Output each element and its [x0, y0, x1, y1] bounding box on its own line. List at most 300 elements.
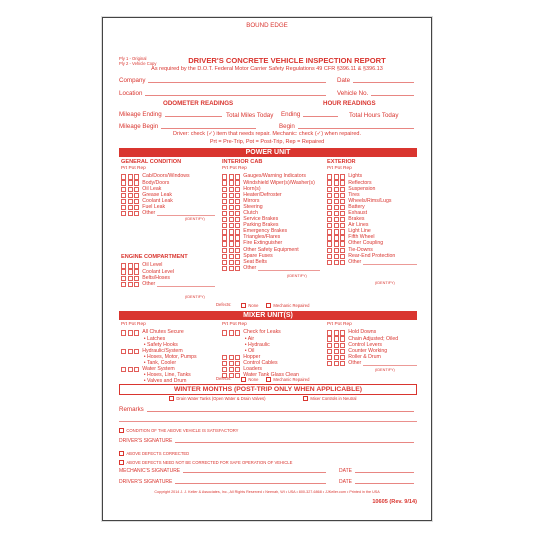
checkbox[interactable] [340, 223, 345, 228]
checkbox[interactable] [134, 282, 139, 287]
begin-field[interactable]: Begin [279, 123, 417, 130]
checkbox[interactable] [340, 260, 345, 265]
defects-label: Defects: [216, 302, 232, 307]
checklist-item-label: Parking Brakes [243, 222, 279, 229]
checkbox[interactable] [340, 229, 345, 234]
checkbox[interactable] [235, 174, 240, 179]
checkbox[interactable] [121, 187, 126, 192]
defects-none-option[interactable]: None [241, 377, 258, 382]
checkbox[interactable] [235, 223, 240, 228]
remarks-line [119, 421, 417, 422]
checkbox[interactable] [235, 193, 240, 198]
checkbox[interactable] [327, 235, 332, 240]
checkbox[interactable] [222, 174, 227, 179]
checklist-item-label: Fuel Leak [142, 203, 166, 210]
checkbox[interactable] [128, 330, 133, 335]
other-fill-line[interactable] [157, 282, 215, 287]
checkbox[interactable] [229, 229, 234, 234]
checkbox[interactable] [235, 330, 240, 335]
condition-satisfactory-option[interactable]: CONDITION OF THE ABOVE VEHICLE IS SATISFACTORY [119, 428, 238, 433]
mileage-ending-field[interactable]: Mileage Ending [119, 111, 225, 118]
checkbox[interactable] [229, 260, 234, 265]
engine-compartment-list [121, 263, 215, 287]
ending-field[interactable]: Ending [281, 111, 341, 118]
checkbox[interactable] [340, 217, 345, 222]
general-condition-heading: GENERAL CONDITION [121, 159, 182, 165]
checkbox[interactable] [327, 336, 332, 341]
checkbox[interactable] [235, 205, 240, 210]
instructions-line-1: Driver: check (✓) item that needs repair. Mechanic: check (✓) when repaired. [172, 131, 362, 137]
checkbox[interactable] [128, 269, 133, 274]
checkbox[interactable] [327, 248, 332, 253]
checklist-item[interactable] [222, 180, 320, 186]
identify-note: (IDENTIFY) [375, 368, 395, 372]
checkbox[interactable] [235, 373, 240, 378]
checklist-item-label: Counter Working [348, 347, 388, 354]
checkbox[interactable] [229, 235, 234, 240]
exterior-heading: EXTERIOR [327, 159, 356, 165]
above-defects-corrected-option[interactable]: ABOVE DEFECTS CORRECTED [119, 451, 189, 456]
checkbox[interactable] [327, 241, 332, 246]
checkbox[interactable] [334, 343, 339, 348]
checkbox[interactable] [222, 266, 227, 271]
copy-label-2: Ply 2 - Vehicle Copy [119, 61, 157, 66]
engine-compartment-heading: ENGINE COMPARTMENT [121, 254, 188, 260]
checkbox[interactable] [235, 217, 240, 222]
checkbox[interactable] [128, 199, 133, 204]
checkbox[interactable] [121, 269, 126, 274]
mechanic-signature-field[interactable]: MECHANIC'S SIGNATURE [119, 468, 329, 474]
checkbox[interactable] [134, 367, 139, 372]
checkbox[interactable] [334, 211, 339, 216]
checklist-item-label: Rear-End Protection [348, 252, 396, 259]
checkbox[interactable] [222, 211, 227, 216]
checklist-item[interactable] [121, 211, 215, 217]
checkbox[interactable] [222, 367, 227, 372]
checkbox[interactable] [334, 199, 339, 204]
checklist-item-label: Grease Leak [142, 191, 172, 198]
checkbox[interactable] [128, 174, 133, 179]
checkbox[interactable] [327, 187, 332, 192]
checklist-item-label: • Hydraulic [244, 341, 270, 348]
checklist-item-label: Gauges/Warning Indicators [243, 173, 306, 180]
prt-pot-rep-header: Prt Pot Rep [121, 322, 146, 327]
checklist-item[interactable] [327, 259, 417, 265]
checkbox[interactable] [334, 187, 339, 192]
checkbox[interactable] [121, 180, 126, 185]
checkbox[interactable] [327, 260, 332, 265]
checkbox[interactable] [340, 187, 345, 192]
mixer-list-2 [222, 330, 320, 379]
checkbox[interactable] [222, 223, 227, 228]
checklist-item-label: • Latches [143, 335, 166, 342]
checkbox[interactable] [334, 217, 339, 222]
company-field[interactable]: Company [119, 77, 329, 84]
checkbox[interactable] [334, 205, 339, 210]
checkbox[interactable] [229, 193, 234, 198]
checkbox[interactable] [340, 248, 345, 253]
checkbox[interactable] [128, 367, 133, 372]
checkbox[interactable] [235, 241, 240, 246]
checkbox[interactable] [340, 235, 345, 240]
checkbox[interactable] [340, 241, 345, 246]
checkbox[interactable] [334, 254, 339, 259]
identify-note: (IDENTIFY) [185, 217, 205, 221]
checkbox[interactable] [327, 361, 332, 366]
checkbox[interactable] [235, 187, 240, 192]
checkbox[interactable] [222, 193, 227, 198]
exterior-list [327, 174, 417, 265]
checkbox[interactable] [229, 174, 234, 179]
checklist-item-label: Water System [142, 366, 175, 372]
checkbox[interactable] [229, 361, 234, 366]
checklist-item-label: • Hoses, Motor, Pumps [143, 353, 197, 360]
checkbox[interactable] [222, 217, 227, 222]
checklist-item-label: Hydraulic/System [142, 347, 183, 354]
checkbox[interactable] [128, 193, 133, 198]
driver-signature-field-2[interactable]: DRIVER'S SIGNATURE [119, 479, 329, 485]
checklist-item-label: Cab/Doors/Windows [142, 173, 190, 180]
checklist-item-label: Tires [348, 191, 360, 198]
identify-note: (IDENTIFY) [375, 281, 395, 285]
checklist-item-label: Reflectors [348, 179, 372, 186]
checklist-item-label: Tie-Downs [348, 246, 373, 253]
bound-edge-label: BOUND EDGE [246, 22, 288, 29]
checklist-item-label: • Air [244, 335, 255, 342]
checkbox[interactable] [334, 193, 339, 198]
checkbox[interactable] [222, 254, 227, 259]
drain-water-tanks-option[interactable]: Drain Water Tanks (Open Water & Drain Valves) [169, 396, 266, 401]
total-hours-today-label: Total Hours Today [349, 112, 399, 119]
checkbox[interactable] [134, 211, 139, 216]
checklist-item-label: Body/Doors [142, 179, 170, 186]
other-fill-line[interactable] [258, 266, 320, 271]
checkbox[interactable] [340, 199, 345, 204]
checkbox[interactable] [334, 330, 339, 335]
checklist-item-label: Coolant Level [142, 268, 175, 275]
checkbox[interactable] [128, 205, 133, 210]
checkbox[interactable] [340, 343, 345, 348]
winter-months-bar: WINTER MONTHS (POST-TRIP ONLY WHEN APPLICABLE) [119, 384, 417, 395]
odometer-readings-heading: ODOMETER READINGS [163, 100, 234, 107]
checklist-item-label: Loaders [243, 366, 263, 372]
checklist-item-label: All Chutes Secure [142, 329, 184, 336]
interior-cab-list [222, 174, 320, 272]
mechanic-repaired-option[interactable]: Mechanic Repaired [266, 377, 309, 382]
checkbox[interactable] [327, 330, 332, 335]
other-fill-line[interactable] [363, 260, 417, 265]
copyright-text: Copyright 2014 J. J. Keller & Associates, Inc., All Rights Reserved • Neenah, WI • USA • 800-327-6868 • JJKeller.com • Printed in the USA [154, 490, 380, 494]
checklist-item-label: Emergency Brakes [243, 228, 288, 235]
total-miles-today-label: Total Miles Today [226, 112, 274, 119]
checkbox[interactable] [327, 193, 332, 198]
checkbox[interactable] [134, 205, 139, 210]
checkbox[interactable] [134, 349, 139, 354]
checkbox[interactable] [235, 180, 240, 185]
checklist-item-label: Exhaust [348, 210, 368, 216]
checkbox[interactable] [235, 367, 240, 372]
checkbox[interactable] [128, 211, 133, 216]
checkbox[interactable] [340, 349, 345, 354]
prt-pot-rep-header: Prt Pot Rep [121, 166, 146, 171]
checkbox[interactable] [222, 361, 227, 366]
checklist-item-label: • Valves and Drum [143, 378, 187, 385]
checklist-item-label: Hold Downs [348, 329, 377, 336]
checkbox[interactable] [327, 217, 332, 222]
checkbox[interactable] [121, 276, 126, 281]
checkbox[interactable] [134, 174, 139, 179]
checkbox[interactable] [334, 241, 339, 246]
above-defects-not-corrected-option[interactable]: ABOVE DEFECTS NEED NOT BE CORRECTED FOR SAFE OPERATION OF VEHICLE [119, 460, 292, 465]
checkbox[interactable] [340, 330, 345, 335]
checkbox[interactable] [340, 174, 345, 179]
checkbox[interactable] [128, 180, 133, 185]
checkbox[interactable] [121, 349, 126, 354]
checkbox[interactable] [229, 367, 234, 372]
hour-readings-heading: HOUR READINGS [323, 100, 376, 107]
checkbox[interactable] [334, 223, 339, 228]
checklist-item-label: Horn(s) [243, 185, 261, 192]
checkbox[interactable] [134, 187, 139, 192]
checkbox[interactable] [327, 343, 332, 348]
other-fill-line[interactable] [363, 361, 417, 366]
checklist-item-label: Lights [348, 173, 363, 180]
checkbox[interactable] [222, 260, 227, 265]
checkbox[interactable] [334, 180, 339, 185]
checkbox[interactable] [229, 266, 234, 271]
checklist-item-label: Air Lines [348, 222, 369, 229]
prt-pot-rep-header: Prt Pot Rep [327, 166, 352, 171]
checkbox[interactable] [334, 229, 339, 234]
checklist-item-label: Other Safety Equipment [243, 246, 299, 253]
checkbox[interactable] [235, 361, 240, 366]
defects-label: Defects: [216, 376, 232, 381]
checkbox[interactable] [235, 266, 240, 271]
driver-signature-field[interactable]: DRIVER'S SIGNATURE [119, 438, 417, 444]
checklist-item-label: Water Tank Glass Clean [243, 372, 299, 379]
checkbox[interactable] [222, 205, 227, 210]
checkbox[interactable] [222, 241, 227, 246]
checkbox[interactable] [229, 241, 234, 246]
checkbox[interactable] [229, 330, 234, 335]
location-field[interactable]: Location [119, 90, 329, 97]
checklist-item-label: Heater/Defroster [243, 191, 282, 198]
checkbox[interactable] [340, 193, 345, 198]
prt-pot-rep-header: Prt Pot Rep [327, 322, 352, 327]
checkbox[interactable] [121, 367, 126, 372]
mixer-list-1 [121, 330, 217, 385]
instructions-line-2: Prt = Pre-Trip, Pot = Post-Trip, Rep = Repaired [209, 139, 325, 145]
checkbox[interactable] [222, 199, 227, 204]
checkbox[interactable] [327, 211, 332, 216]
checkbox[interactable] [121, 263, 126, 268]
checklist-item-label: Oil Leak [142, 185, 162, 192]
checklist-item-label: Check for Leaks [243, 329, 281, 336]
mileage-begin-field[interactable]: Mileage Begin [119, 123, 259, 130]
checkbox[interactable] [235, 235, 240, 240]
checkbox[interactable] [121, 205, 126, 210]
checkbox[interactable] [235, 260, 240, 265]
checklist-item-label: Spare Fuses [243, 252, 273, 259]
checklist-item-label: Seat Belts [243, 258, 267, 265]
checkbox[interactable] [134, 330, 139, 335]
checkbox[interactable] [235, 254, 240, 259]
checkbox[interactable] [128, 276, 133, 281]
checklist-item-label: Battery [348, 203, 365, 210]
prt-pot-rep-header: Prt Pot Rep [222, 322, 247, 327]
checkbox[interactable] [235, 248, 240, 253]
checkbox[interactable] [134, 193, 139, 198]
driver-date-field[interactable]: DATE [339, 479, 417, 485]
checklist-item-label: • Hoses, Line, Tanks [143, 372, 191, 379]
checklist-item[interactable] [327, 360, 417, 366]
inspection-form-sheet [102, 17, 432, 521]
checklist-item-label: Oil Level [142, 262, 163, 269]
checklist-item-label: Other [348, 359, 362, 366]
checkbox[interactable] [134, 180, 139, 185]
checklist-item-label: Fifth Wheel [348, 234, 375, 241]
checklist-item-label: Wheels/Rims/Lugs [348, 197, 392, 204]
checkbox[interactable] [121, 199, 126, 204]
checkbox[interactable] [229, 254, 234, 259]
mechanic-date-field[interactable]: DATE [339, 468, 417, 474]
checklist-item-label: Coolant Leak [142, 197, 173, 204]
general-condition-list [121, 174, 215, 217]
checkbox[interactable] [229, 180, 234, 185]
checkbox[interactable] [235, 355, 240, 360]
checkbox[interactable] [340, 355, 345, 360]
checkbox[interactable] [222, 355, 227, 360]
form-title: DRIVER'S CONCRETE VEHICLE INSPECTION REPORT [188, 56, 386, 65]
checkbox[interactable] [134, 199, 139, 204]
identify-note: (IDENTIFY) [185, 295, 205, 299]
checkbox[interactable] [327, 199, 332, 204]
checkbox[interactable] [327, 355, 332, 360]
checkbox[interactable] [229, 205, 234, 210]
checkbox[interactable] [334, 361, 339, 366]
checkbox[interactable] [134, 276, 139, 281]
checkbox[interactable] [121, 193, 126, 198]
checkbox[interactable] [327, 180, 332, 185]
checkbox[interactable] [229, 248, 234, 253]
checkbox[interactable] [222, 180, 227, 185]
checklist-item-label: Hopper [243, 353, 261, 360]
checklist-item-label: Other [348, 258, 362, 265]
checkbox[interactable] [327, 223, 332, 228]
checkbox[interactable] [334, 355, 339, 360]
checklist-item-label: • Safety Hooks [143, 341, 178, 348]
checkbox[interactable] [340, 361, 345, 366]
prt-pot-rep-header: Prt Pot Rep [222, 166, 247, 171]
checklist-item-label: Triangles/Flares [243, 234, 281, 241]
checkbox[interactable] [121, 211, 126, 216]
checkbox[interactable] [327, 205, 332, 210]
checklist-item-label: Brakes [348, 216, 365, 223]
checkbox[interactable] [340, 254, 345, 259]
checklist-item-label: • Oil [244, 347, 255, 354]
remarks-field[interactable]: Remarks [119, 406, 417, 413]
checkbox[interactable] [229, 355, 234, 360]
checkbox[interactable] [222, 235, 227, 240]
defects-none-option[interactable]: None [241, 303, 258, 308]
checkbox[interactable] [134, 269, 139, 274]
mechanic-repaired-option[interactable]: Mechanic Repaired [266, 303, 309, 308]
checklist-item-label: Chain Adjusted; Oiled [348, 335, 399, 342]
checkbox[interactable] [340, 211, 345, 216]
checkbox[interactable] [340, 180, 345, 185]
checkbox[interactable] [340, 205, 345, 210]
checkbox[interactable] [334, 174, 339, 179]
checkbox[interactable] [222, 248, 227, 253]
checkbox[interactable] [229, 187, 234, 192]
copy-label-1: Ply 1 - Original [119, 56, 147, 61]
vehicle-no-field[interactable]: Vehicle No. [337, 90, 417, 97]
checkbox[interactable] [229, 199, 234, 204]
checklist-item-label: Belts/Hoses [142, 274, 170, 281]
checkbox[interactable] [334, 235, 339, 240]
checklist-item-label: Steering [243, 203, 263, 210]
date-field[interactable]: Date [337, 77, 417, 84]
checkbox[interactable] [128, 282, 133, 287]
checklist-item[interactable] [121, 281, 215, 287]
checkbox[interactable] [128, 263, 133, 268]
checkbox[interactable] [121, 282, 126, 287]
checklist-item-label: Clutch [243, 210, 258, 216]
form-subtitle: As required by the D.O.T. Federal Motor Carrier Safety Regulations 49 CFR §396.11 & §396.13 [151, 66, 383, 72]
checkbox[interactable] [128, 349, 133, 354]
checkbox[interactable] [334, 349, 339, 354]
checkbox[interactable] [334, 248, 339, 253]
checkbox[interactable] [334, 260, 339, 265]
checkbox[interactable] [340, 336, 345, 341]
checkbox[interactable] [229, 211, 234, 216]
checklist-item-label: Other [243, 264, 257, 271]
checklist-item-label: Other [142, 280, 156, 287]
checkbox[interactable] [235, 229, 240, 234]
checkbox[interactable] [327, 174, 332, 179]
checkbox[interactable] [229, 223, 234, 228]
checkbox[interactable] [235, 199, 240, 204]
checklist-item-label: • Tank, Cooler [143, 359, 177, 366]
checkbox[interactable] [222, 187, 227, 192]
checklist-item-label: Other Coupling [348, 240, 384, 247]
checklist-item-label: Other [142, 210, 156, 216]
checklist-item-label: Roller & Drum [348, 353, 381, 360]
checklist-item-label: Light Line [348, 228, 371, 235]
checkbox[interactable] [327, 254, 332, 259]
checkbox[interactable] [134, 263, 139, 268]
checkbox[interactable] [121, 330, 126, 335]
identify-note: (IDENTIFY) [287, 274, 307, 278]
checklist-item-label: Suspension [348, 185, 376, 192]
checkbox[interactable] [222, 229, 227, 234]
checkbox[interactable] [235, 211, 240, 216]
mixer-units-bar: MIXER UNIT(S) [119, 311, 417, 320]
checkbox[interactable] [334, 336, 339, 341]
checkbox[interactable] [222, 330, 227, 335]
checkbox[interactable] [128, 187, 133, 192]
power-unit-bar: POWER UNIT [119, 148, 417, 157]
checklist-item-label: Service Brakes [243, 216, 279, 223]
checklist-item[interactable] [222, 265, 320, 271]
checkbox[interactable] [229, 217, 234, 222]
checkbox[interactable] [327, 349, 332, 354]
checkbox[interactable] [327, 229, 332, 234]
other-fill-line[interactable] [157, 211, 215, 216]
mixer-controls-neutral-option[interactable]: Mixer Controls in Neutral [303, 396, 356, 401]
checkbox[interactable] [121, 174, 126, 179]
checklist-item-label: Control Cables [243, 359, 278, 366]
